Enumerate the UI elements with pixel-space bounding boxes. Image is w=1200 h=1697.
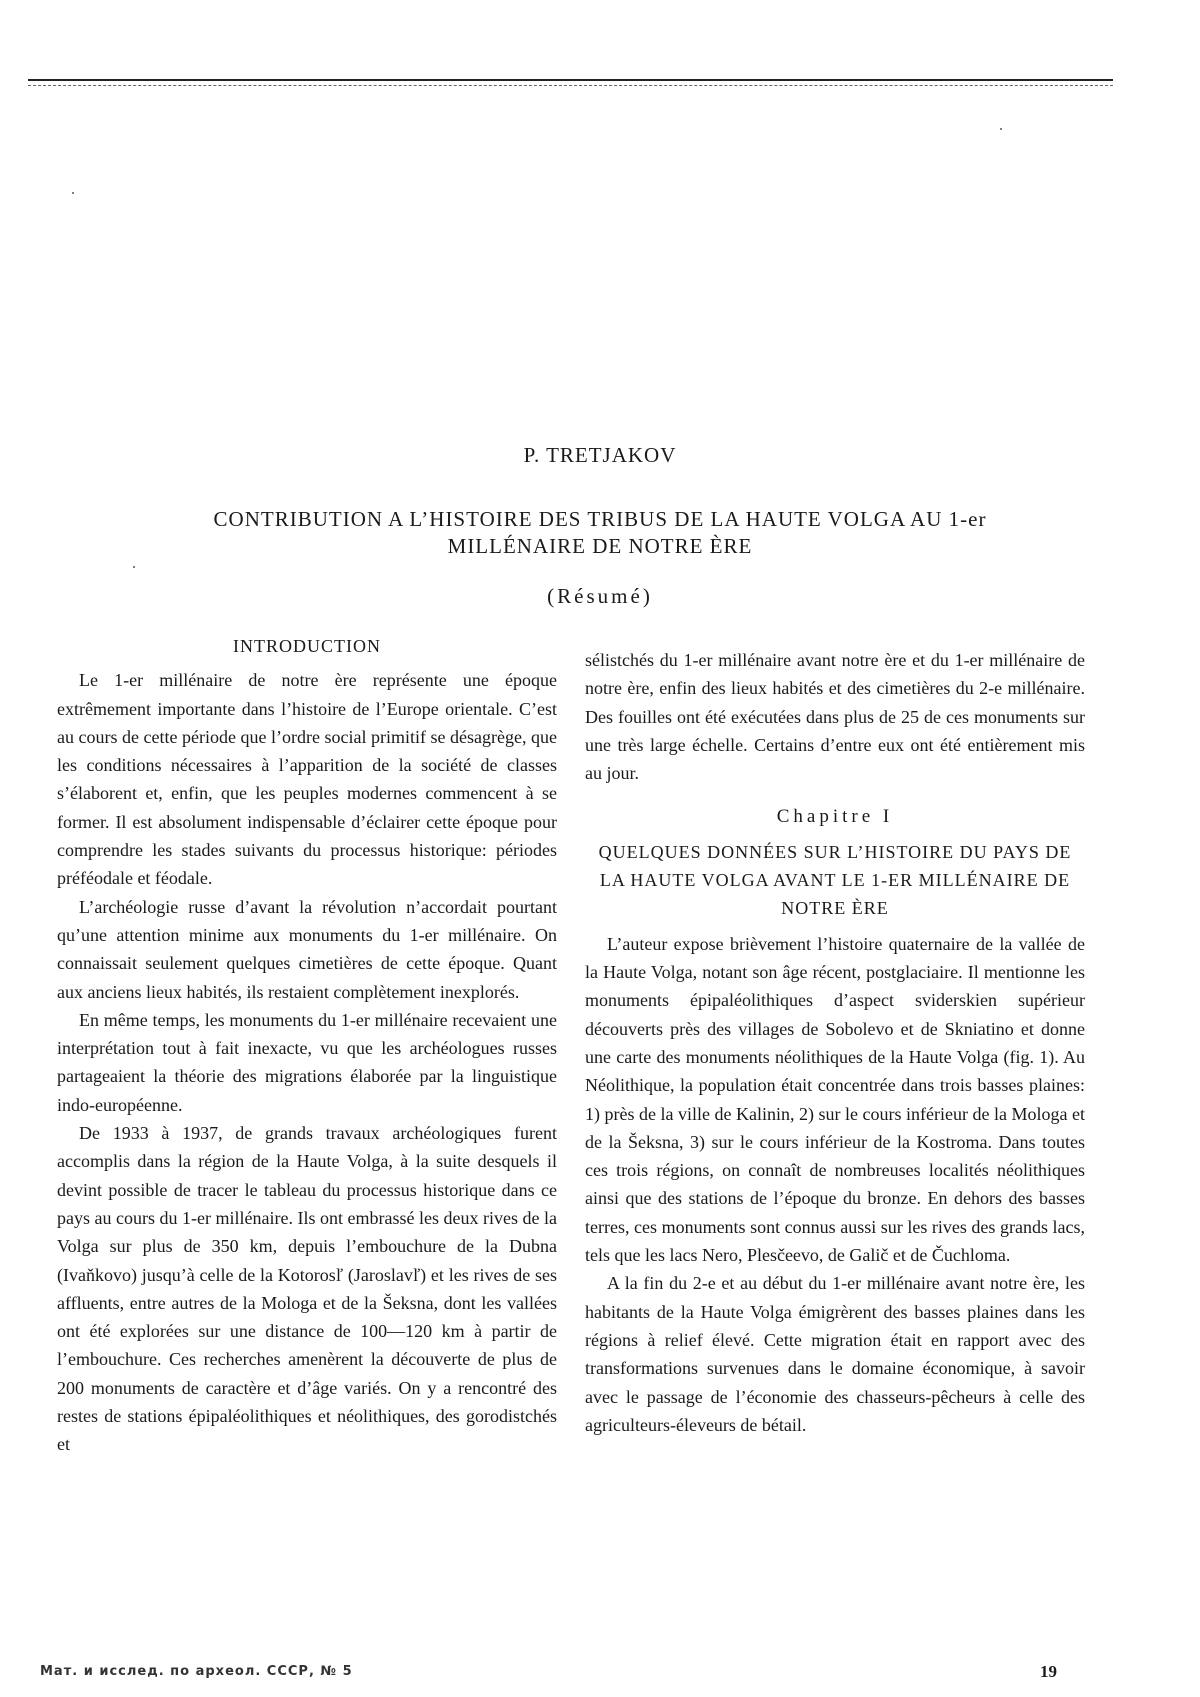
top-rule-shadow — [28, 85, 1113, 86]
speck — [72, 192, 74, 194]
author: P. TRETJAKOV — [523, 443, 677, 467]
article-title-text: CONTRIBUTION A L’HISTOIRE DES TRIBUS DE LA HAUTE VOLGA AU 1-er MILLÉNAIRE DE NOTRE ÈRE — [213, 507, 987, 558]
paragraph: De 1933 à 1937, de grands travaux archéologiques furent accomplis dans la région de la Haute Volga, à la suite desquels il devint possible de tracer le tableau du processus historique dans ce pays au cours du 1-er millénaire. Ils ont embrassé les deux rives de la Volga sur plus de 350 km, depuis l’embouchure de la Dubna (Ivaňkovo) jusqu’à celle de la Kotorosľ (Jaroslavľ) et les rives de ses affluents, entre autres de la Mologa et de la Šeksna, dont les vallées ont été explorées sur une distance de 100—120 km à partir de l’embouchure. Ces recherches amenèrent la découverte de plus de 200 monuments de caractère et d’âge variés. On y a rencontré des restes de stations épipaléolithiques et néolithiques, des gorodistchés et — [57, 1123, 557, 1455]
top-rule — [28, 79, 1113, 81]
introduction-heading: INTRODUCTION — [233, 636, 381, 656]
paragraph-continuation: sélistchés du 1-er millénaire avant notre ère et du 1-er millénaire de notre ère, enfin des lieux habités et des cimetières du 2-e millénaire. Des fouilles ont été exécutées dans plus de 25 de ces monuments sur une très large échelle. Certains d’entre eux ont été entièrement mis au jour. — [585, 650, 1085, 784]
paragraph: L’auteur expose brièvement l’histoire quaternaire de la vallée de la Haute Volga, notant son âge récent, postglaciaire. Il mentionne les monuments épipaléolithiques d’aspect sviderskien supérieur découverts près des villages de Sobolevo et de Skniatino et donne une carte des monuments néolithiques de la Haute Volga (fig. 1). Au Néolithique, la population était concentrée dans trois basses plaines: 1) près de la ville de Kalinin, 2) sur le cours inférieur de la Mologa et de la Šeksna, 3) sur le cours inférieur de la Kostroma. Dans toutes ces trois régions, on connaît de nombreuses localités néolithiques ainsi que des stations de l’époque du bronze. En dehors des basses terres, ces monuments sont connus aussi sur les rives des grands lacs, tels que les lacs Nero, Plesčeevo, de Galič et de Čuchloma. — [585, 933, 1085, 1266]
speck — [133, 566, 135, 568]
page-number: 19 — [1040, 1662, 1057, 1681]
footer-citation: Мат. и исслед. по археол. СССР, № 5 — [40, 1664, 353, 1679]
paragraph: En même temps, les monuments du 1-er millénaire recevaient une interprétation tout à fait inexacte, vu que les archéologues russes partageaient la théorie des migrations élaborée par la linguistique indo-européenne. — [57, 1009, 557, 1115]
chapter-title: QUELQUES DONNÉES SUR L’HISTOIRE DU PAYS DE LA HAUTE VOLGA AVANT LE 1-ER MILLÉNAIRE DE NOTRE ÈRE — [598, 841, 1072, 918]
subtitle: (Résumé) — [547, 584, 653, 608]
paragraph: A la fin du 2-e et au début du 1-er millénaire avant notre ère, les habitants de la Haute Volga émigrèrent des basses plaines dans les régions à relief élevé. Cette migration était en rapport avec des transformations survenues dans le domaine économique, à savoir avec le passage de l’économie des chasseurs-pêcheurs à celle des agriculteurs-éleveurs de bétail. — [585, 1273, 1085, 1435]
paragraph: L’archéologie russe d’avant la révolution n’accordait pourtant qu’une attention minime aux monuments du 1-er millénaire. On connaissait seulement quelques cimetières de cette époque. Quant aux anciens lieux habités, ils restaient complètement inexplorés. — [57, 896, 557, 1002]
paragraph: Le 1-er millénaire de notre ère représente une époque extrêmement importante dans l’histoire de l’Europe orientale. C’est au cours de cette période que l’ordre social primitif se désagrège, que les conditions nécessaires à l’apparition de la société de classes s’élaborent et, enfin, que les peuples modernes commencent à se former. Il est absolument indispensable d’éclairer cette époque pour comprendre les stades suivants du processus historique: périodes préféodale et féodale. — [57, 670, 557, 889]
left-column — [57, 632, 557, 1459]
right-column — [585, 646, 1085, 1439]
chapter-label: Chapitre I — [776, 806, 894, 828]
speck — [1000, 128, 1002, 130]
article-title — [0, 506, 1200, 560]
